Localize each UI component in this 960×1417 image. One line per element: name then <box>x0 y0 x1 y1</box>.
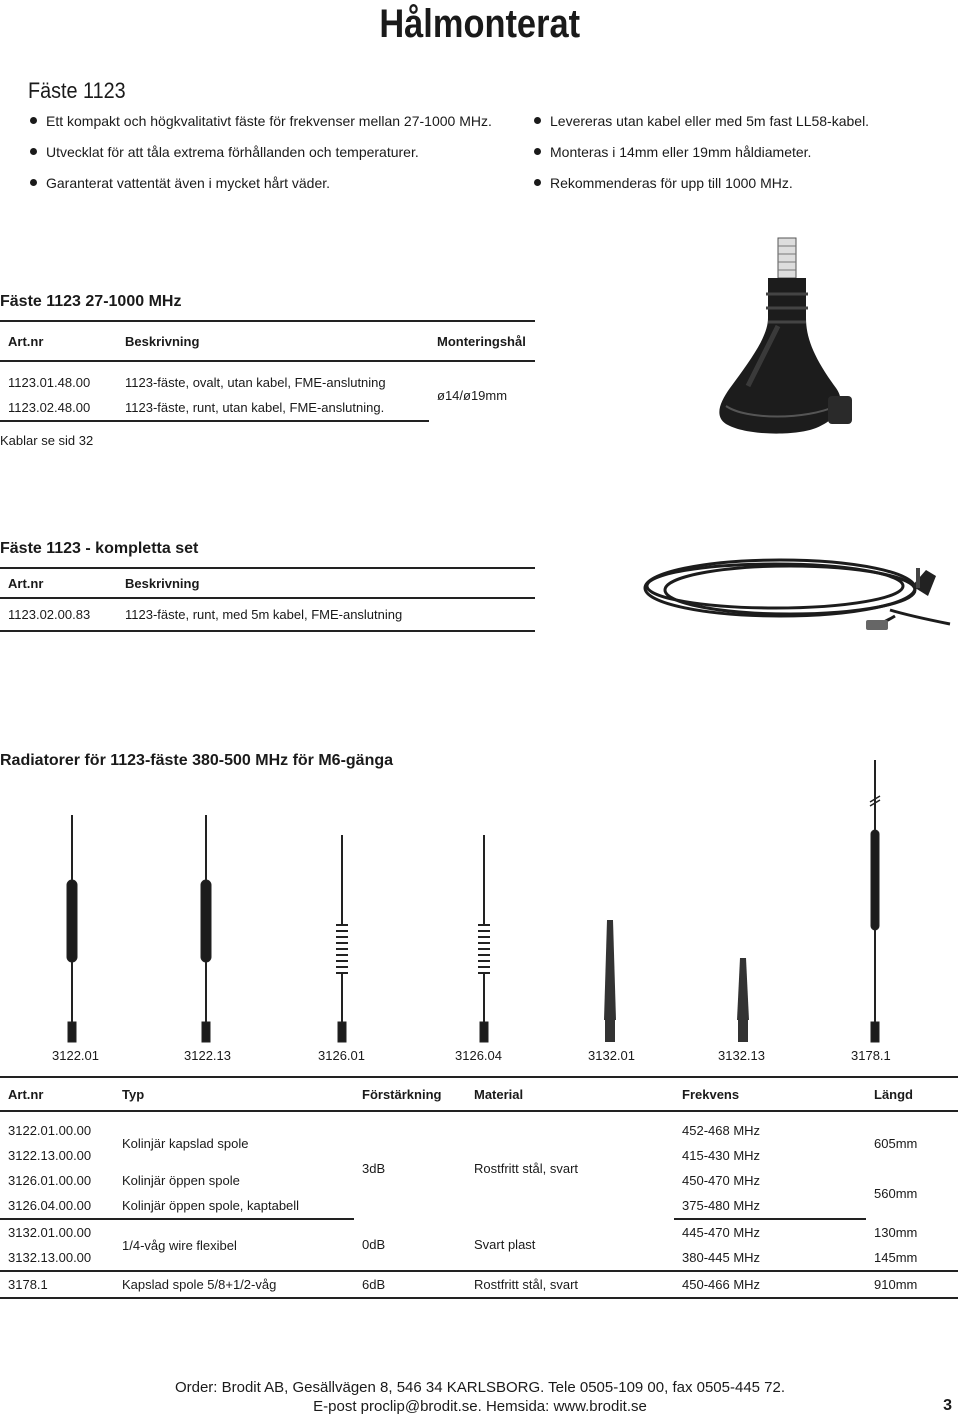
freq-cell: 450-466 MHz <box>674 1271 866 1298</box>
art-cell: 3178.1 <box>0 1271 114 1298</box>
freq-cell: 380-445 MHz <box>674 1245 866 1271</box>
page-title: Hålmonterat <box>379 2 581 46</box>
mount-cell: ø14/ø19mm <box>437 388 508 403</box>
desc-cell: 1123-fäste, ovalt, utan kabel, FME-anslutning <box>125 375 386 390</box>
art-cell: 3126.04.00.00 <box>0 1193 114 1219</box>
col-header: Art.nr <box>0 321 117 361</box>
freq-cell: 375-480 MHz <box>674 1193 866 1219</box>
antenna-label: 3126.01 <box>318 1048 365 1063</box>
radiator-table <box>0 1076 958 1299</box>
freq-cell: 445-470 MHz <box>682 1225 761 1240</box>
art-cell: 3126.01.00.00 <box>8 1173 92 1188</box>
material-cell: Svart plast <box>466 1219 674 1271</box>
cable-note: Kablar se sid 32 <box>0 433 94 448</box>
mount-1123-image <box>718 236 858 454</box>
antenna-label: 3132.13 <box>718 1048 765 1063</box>
antenna-label: 3126.04 <box>455 1048 502 1063</box>
length-cell: 145mm <box>866 1245 958 1271</box>
feature-item: Garanterat vattentät även i mycket hårt väder. <box>28 174 508 205</box>
col-header: Art.nr <box>0 1077 114 1111</box>
type-cell: Kapslad spole 5/8+1/2-våg <box>114 1271 354 1298</box>
col-header: Monteringshål <box>429 321 535 361</box>
art-cell: 1123.01.48.00 <box>8 375 91 390</box>
section-heading-faste-1123: Fäste 1123 <box>28 78 126 103</box>
antenna-label: 3132.01 <box>588 1048 635 1063</box>
feature-item: Rekommenderas för upp till 1000 MHz. <box>532 174 952 205</box>
page-number: 3 <box>943 1397 952 1414</box>
mount-table <box>0 320 535 422</box>
freq-cell: 415-430 MHz <box>682 1148 761 1163</box>
antenna-3122-13 <box>201 815 211 1042</box>
table1-heading: Fäste 1123 27-1000 MHz <box>0 293 182 310</box>
feature-item: Utvecklat för att tåla extrema förhållanden och temperaturer. <box>28 143 508 174</box>
gain-cell: 6dB <box>354 1271 466 1298</box>
material-cell: Rostfritt stål, svart <box>466 1271 674 1298</box>
desc-cell: 1123-fäste, runt, med 5m kabel, FME-anslutning <box>117 598 535 631</box>
col-header: Frekvens <box>674 1077 866 1111</box>
table-row <box>0 1271 958 1298</box>
feature-item: Ett kompakt och högkvalitativt fäste för frekvenser mellan 27-1000 MHz. <box>28 112 508 143</box>
col-header: Beskrivning <box>117 321 429 361</box>
table-row <box>0 370 535 395</box>
art-cell: 3122.13.00.00 <box>8 1148 92 1163</box>
feature-item: Monteras i 14mm eller 19mm håldiameter. <box>532 143 952 174</box>
antenna-3132-13 <box>737 958 749 1042</box>
type-cell: Kolinjär öppen spole <box>122 1173 240 1188</box>
feature-list-left <box>28 112 508 205</box>
col-header: Art.nr <box>0 568 117 598</box>
freq-cell: 450-470 MHz <box>682 1173 761 1188</box>
table-row <box>0 598 535 631</box>
set-table <box>0 567 535 632</box>
gain-cell: 0dB <box>354 1219 466 1271</box>
gain-cell: 3dB <box>362 1161 386 1176</box>
art-cell: 1123.02.48.00 <box>0 395 117 421</box>
art-cell: 3132.13.00.00 <box>0 1245 114 1271</box>
table2-heading: Fäste 1123 - kompletta set <box>0 540 199 557</box>
length-cell: 605mm <box>874 1135 918 1151</box>
col-header: Förstärkning <box>354 1077 466 1111</box>
footer <box>0 1378 960 1416</box>
antenna-3126-04 <box>478 835 490 1042</box>
type-cell: Kolinjär öppen spole, kaptabell <box>114 1193 354 1219</box>
antenna-label: 3122.13 <box>184 1048 231 1063</box>
footer-contact: E-post proclip@brodit.se. Hemsida: www.brodit.se <box>313 1398 647 1415</box>
antenna-3178-1 <box>870 760 880 1042</box>
art-cell: 3132.01.00.00 <box>8 1225 92 1240</box>
desc-cell: 1123-fäste, runt, utan kabel, FME-anslutning. <box>117 395 429 421</box>
length-cell: 910mm <box>866 1271 958 1298</box>
length-cell: 130mm <box>874 1224 918 1240</box>
antenna-label: 3178.1 <box>851 1048 891 1063</box>
feature-list-right <box>532 112 952 205</box>
art-cell: 1123.02.00.83 <box>0 598 117 631</box>
antenna-3132-01 <box>604 920 616 1042</box>
art-cell: 3122.01.00.00 <box>8 1123 92 1138</box>
col-header: Beskrivning <box>117 568 535 598</box>
feature-item: Levereras utan kabel eller med 5m fast LL58-kabel. <box>532 112 952 143</box>
antenna-3122-01 <box>67 815 77 1042</box>
table-row <box>0 1118 958 1143</box>
material-cell: Rostfritt stål, svart <box>474 1161 579 1176</box>
cable-set-image <box>640 548 958 638</box>
col-header: Typ <box>114 1077 354 1111</box>
radiator-heading: Radiatorer för 1123-fäste 380-500 MHz för M6-gänga <box>0 752 394 769</box>
antenna-images <box>0 760 960 1045</box>
antenna-3126-01 <box>336 835 348 1042</box>
table-row <box>0 1219 958 1245</box>
footer-address: Order: Brodit AB, Gesällvägen 8, 546 34 KARLSBORG. Tele 0505-109 00, fax 0505-445 72. <box>174 1379 786 1396</box>
length-cell: 560mm <box>874 1186 918 1201</box>
type-cell: 1/4-våg wire flexibel <box>114 1219 354 1271</box>
freq-cell: 452-468 MHz <box>682 1123 761 1138</box>
type-cell: Kolinjär kapslad spole <box>122 1135 249 1151</box>
antenna-label: 3122.01 <box>52 1048 99 1063</box>
col-header: Material <box>466 1077 674 1111</box>
col-header: Längd <box>866 1077 958 1111</box>
